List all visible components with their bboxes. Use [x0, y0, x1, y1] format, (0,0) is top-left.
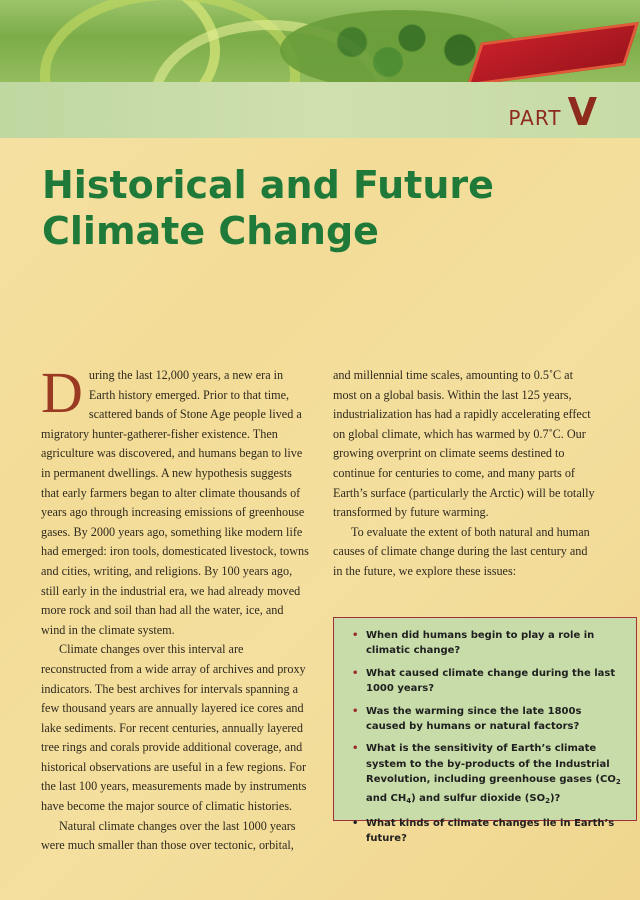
paragraph: and millennial time scales, amounting to 0.5˚C at most on a global basis. Within the last 125 years, industrialization has had a rapidly accelerating effect on global climate, which has warmed by 0.7˚C. Our growing overprint on climate seems destined to continue for centuries to come, and many parts of Earth’s surface (particularly the Arctic) will be totally transformed by future warming.	[333, 368, 595, 520]
header-photo	[0, 0, 640, 82]
left-column	[41, 360, 309, 856]
issues-box	[333, 617, 637, 845]
subscript: 4	[406, 796, 412, 805]
right-column	[333, 366, 599, 582]
part-number: V	[567, 90, 598, 134]
paragraph: Natural climate changes over the last 1000 years were much smaller than those over tectonic, orbital,	[41, 818, 296, 853]
issue-text: and CH	[366, 792, 407, 804]
part-label	[508, 90, 598, 134]
issue-text: What is the sensitivity of Earth’s climate system to the by-products of the Industrial Revolution, including greenhouse gases (CO	[366, 743, 616, 786]
issue-item: • Was the warming since the late 1800s caused by humans or natural factors?	[352, 704, 624, 735]
subscript: 2	[615, 778, 621, 787]
paragraph	[41, 360, 309, 640]
paragraph: Climate changes over this interval are reconstructed from a wide array of archives and proxy indicators. The best archives for intervals spanning a few thousand years are annually layered ice cores and lake sediments. For recent centuries, annually layered tree rings and corals provide additional coverage, and historical observations are useful in a few regions. For the last 100 years, measurements made by instruments have become the major source of climatic histories.	[41, 642, 307, 814]
issue-item	[352, 741, 624, 809]
issue-text: )?	[549, 792, 561, 804]
issue-text: ) and sulfur dioxide (SO	[411, 792, 546, 804]
issue-item: • When did humans begin to play a role in climatic change?	[352, 628, 624, 659]
title-line-1: Historical and Future	[42, 163, 494, 207]
title-line-2: Climate Change	[42, 209, 379, 253]
part-word: PART	[508, 106, 562, 130]
subscript: 2	[545, 796, 550, 805]
issue-item: • What kinds of climate changes lie in Earth’s future?	[352, 816, 624, 847]
drop-cap: D	[41, 360, 83, 425]
issues-list	[352, 628, 624, 847]
paragraph: To evaluate the extent of both natural and human causes of climate change during the last century and in the future, we explore these issues:	[333, 524, 590, 578]
paragraph-text: uring the last 12,000 years, a new era in Earth history emerged. Prior to that time, scattered bands of Stone Age people lived a migratory hunter-gatherer-fisher existence. Then agriculture was discovered, and humans began to live in permanent dwellings. A new hypothesis suggests that early farmers began to alter climate thousands of years ago through increasing emissions of greenhouse gases. By 2000 years ago, something like modern life had emerged: iron tools, domesticated livestock, towns and cities, writing, and religions. By 100 years ago, still early in the industrial era, we had already moved more rock and soil than had all the water, ice, and wind in the climate system.	[41, 368, 309, 637]
issue-item: • What caused climate change during the last 1000 years?	[352, 666, 624, 697]
chapter-title	[42, 162, 562, 254]
